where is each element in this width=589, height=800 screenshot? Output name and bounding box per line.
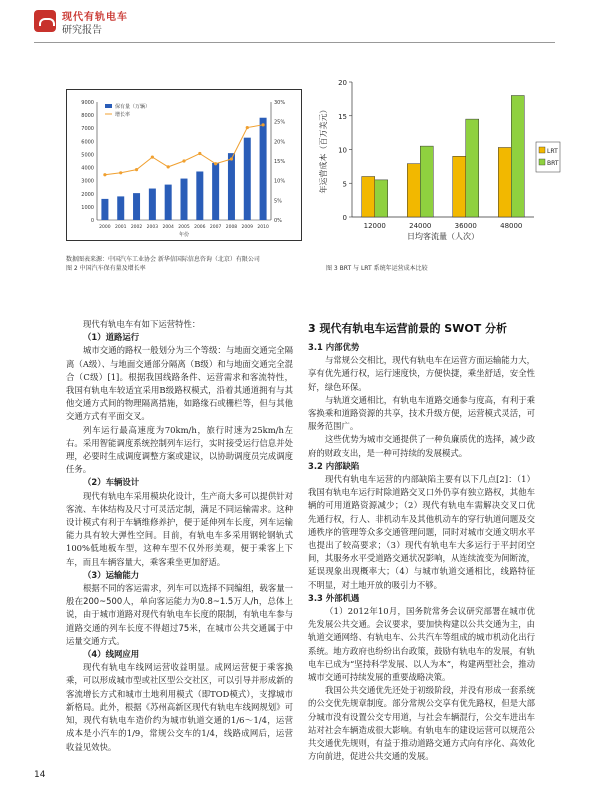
paragraph: 根据不同的客运需求，列车可以选择不同编组，载客量一般在200~500人，单向客运能力为0.8~1.5万人/h，总体上说，由于城市道路对现代有轨电车长度的限制，有轨电车参与道路交通的列车长度不得超过75米，在城市公共交通属于中运量交通方式。 [66,583,293,646]
x-tick-label: 2003 [146,225,159,230]
x-tick-label: 2007 [209,225,222,230]
subheading-weaknesses: 3.2 内部缺陷 [308,460,360,471]
left-column [66,318,293,754]
y-axis-label: 年运营成本（百万美元） [319,105,328,194]
x-tick-label: 24000 [409,222,432,230]
ownership-bar [181,179,188,220]
y-tick-label: 20 [338,79,347,87]
header-divider [34,42,555,43]
paragraph: 与常规公交相比，现代有轨电车在运营方面运输能力大，享有优先通行权，运行速度快，方便快捷，乘坐舒适，安全性好，绿色环保。 [308,355,535,392]
growth-rate-point [167,165,170,168]
page-number: 14 [34,770,46,780]
x-tick-label: 2009 [241,225,253,230]
legend-bar-swatch [105,104,112,108]
ownership-bar [196,171,203,220]
tram-logo-icon [34,10,56,32]
y-tick-label: 15 [338,112,347,121]
y-tick-label-right: 15% [274,159,286,165]
x-tick-label: 2004 [162,225,174,230]
brt-bar [375,180,388,217]
y-tick-label: 5 [342,180,347,189]
y-tick-label-left: 4000 [81,165,94,172]
x-axis-label: 日均客流量（人次） [407,232,479,241]
section-label: 研究报告 [62,25,102,36]
y-tick-label-right: 0% [274,218,282,224]
paragraph: （1）2012年10月，国务院常务会议研究部署在城市优先发展公共交通。会议要求，要加快构建以公共交通为主，由轨道交通网络、有轨电车、公共汽车等组成的城市机动化出行系统。地方政府也纷纷出台政策，鼓励有轨电车的发展，有轨电车已成为“坚持科学发展、以人为本”，构建两型社会，推动城市交通可持续发展的重要战略决策。 [308,606,535,683]
brt-bar [511,96,524,218]
paragraph: 我国公共交通优先还处于初级阶段，并没有形成一套系统的公交优先规章制度。部分常规公交享有优先路权，但是大部分城市没有设置公交专用道，与社会车辆混行，公交车进出车站对社会车辆造成很大影响。有轨电车的建设运营可以规范公共交通优先规则，有益于推动道路交通方式向有序化、高效化方向前进，促进公共交通的发展。 [308,685,535,762]
paragraph: 现代有轨电车线网运营收益明显。成网运营便于乘客换乘，可以形成城市型或社区型公交社区，可以引导并形成新的客流增长方式和城市土地利用模式（即TOD模式），支撑城市新格局。此外，根据《苏州高新区现代有轨电车线网规划》可知，现代有轨电车造价约为城市轨道交通的1/6～1/4，运营成本是小汽车的1/9，常规公交车的1/4，线路成网后，运营收益见效快。 [66,662,293,752]
ownership-bar [260,118,267,220]
y-tick-label-left: 2000 [81,191,94,198]
legend-swatch-brt [539,159,545,165]
ownership-bar [101,199,108,220]
x-axis-label: 年份 [178,232,190,238]
growth-rate-point [135,168,138,171]
ownership-bar [212,163,219,220]
growth-rate-point [198,152,201,155]
x-tick-label: 36000 [454,222,477,230]
legend-swatch-lrt [539,147,545,153]
figure2-caption: 图 2 中国汽车保有量及增长率 [66,265,146,272]
subheading-vehicle-design: （2）车辆设计 [83,477,140,488]
subheading-capacity: （3）运输能力 [83,569,140,580]
x-tick-label: 2005 [178,225,190,230]
figure2-source: 数据图表来源：中国汽车工业协会 新华信国际信息咨询（北京）有限公司 [66,256,260,263]
figure3-caption: 图 3 BRT 与 LRT 系统年运营成本比较 [326,265,428,272]
subheading-road-operation: （1）道路运行 [83,332,140,343]
x-tick-label: 2002 [130,225,143,230]
brt-lrt-cost-chart [312,72,562,257]
section-heading: 3 现代有轨电车运营前景的 SWOT 分析 [308,322,508,335]
ownership-bar [228,153,235,220]
growth-rate-point [261,123,264,126]
paragraph: 列车运行最高速度为70km/h，旅行时速为25km/h左右。采用智能调度系统控制列车运行，实时接受运行信息并处理，必要时生成调度调整方案或建议，以协助调度员完成调度任务。 [66,424,293,475]
ownership-bar [149,189,156,220]
right-column [308,341,535,764]
brt-bar [466,119,479,217]
x-tick-label: 12000 [363,222,386,230]
subheading-network: （4）线网应用 [83,649,140,660]
car-ownership-chart [67,90,301,240]
lrt-bar [362,177,375,218]
legend-box [536,142,560,172]
figure-car-ownership [66,89,302,241]
y-tick-label: 0 [342,214,347,222]
ownership-bar [165,185,172,220]
paragraph: 现代有轨电车运营的内部缺陷主要有以下几点[2]：（1）我国有轨电车运行时除道路交叉口外仍享有独立路权，其他车辆的可用道路资源减少；（2）现代有轨电车需解决交叉口优先通行权，行人、非机动车及其他机动车的穿行轨道问题及交通秩序的管理等众多交通管理问题，同时对城市交通文明水平也提出了较高要求；（3）现代有轨电车大多运行于平封闭空间，其服务水平受道路交通状况影响，从连续流变为间断流，延误现象出现概率大；（4）与城市轨道交通相比，线路特征不明显，对土地开放的吸引力不够。 [308,474,535,590]
y-tick-label-left: 9000 [81,100,94,106]
growth-rate-point [151,155,154,158]
ownership-bar [117,196,124,220]
ownership-bar [244,138,251,220]
paragraph: 这些优势为城市交通提供了一种负廉质优的选择，减少政府的财政支出，是一种可持续的发展模式。 [308,434,535,458]
growth-rate-line [105,125,263,175]
y-tick-label: 10 [338,146,347,155]
paragraph: 城市交通的路权一般划分为三个等级：与地面交通完全隔离（A级）、与地面交通部分隔离（B级）和与地面交通完全混合（C级）[1]。根据我国线路条件、运营需求和客流特性，我国有轨电车较适宜采用B级路权模式，沿着其通道拥有与其他交通方式间的物理隔离措施，如路缘石或栅栏等，但与其他交通方式有平面交叉。 [66,345,293,422]
paragraph: 现代有轨电车采用模块化设计，生产商大多可以提供针对客流、车体结构及尺寸可灵活定制，满足不同运输需求。这种设计模式有利于车辆维修养护，便于延伸列车长度，列车运输能力具有较大弹性空间。目前，有轨电车多采用钢轮钢轨式100%低地板车型，这种车型不仅外形美观，便于乘客上下车，而且车辆容量大，乘客乘坐更加舒适。 [66,490,293,567]
page-header [34,8,554,42]
lrt-bar [453,156,466,217]
growth-rate-point [230,157,233,160]
y-tick-label-left: 6000 [81,139,94,146]
y-tick-label-left: 3000 [81,178,94,185]
legend-bar-label: 保有量（万辆） [115,104,151,110]
x-tick-label: 2001 [115,225,127,230]
growth-rate-point [246,126,249,129]
intro-paragraph: 现代有轨电车有如下运营特性： [83,319,201,329]
x-tick-label: 2008 [225,225,238,230]
legend-label-lrt: LRT [547,148,558,155]
legend-line-label: 增长率 [115,112,131,118]
y-tick-label-right: 10% [274,178,286,185]
x-tick-label: 2000 [99,225,111,230]
y-tick-label-left: 7000 [81,126,94,133]
y-tick-label-left: 0 [90,218,94,224]
growth-rate-point [182,159,185,162]
y-tick-label-right: 25% [274,119,286,126]
subheading-strengths: 3.1 内部优势 [308,342,360,352]
legend-label-brt: BRT [547,160,559,167]
journal-brand: 现代有轨电车 [62,12,128,23]
lrt-bar [407,164,420,217]
growth-rate-point [214,162,217,165]
y-tick-label-right: 20% [274,139,286,146]
growth-rate-point [103,173,106,176]
x-tick-label: 48000 [500,222,523,230]
y-tick-label-left: 8000 [81,113,94,120]
x-tick-label: 2010 [257,225,269,230]
growth-rate-point [119,171,122,174]
ownership-bar [133,193,140,220]
paragraph: 与轨道交通相比，有轨电车道路交通参与度高，有利于乘客换乘和道路资源的共享，技术升级方便，运营模式灵活，可服务范围广。 [308,394,535,432]
brt-bar [420,146,433,217]
y-tick-label-right: 5% [274,198,282,205]
y-tick-label-left: 5000 [81,152,94,159]
x-tick-label: 2006 [194,225,206,230]
lrt-bar [498,147,511,217]
subheading-opportunities: 3.3 外部机遇 [308,592,360,603]
y-tick-label-right: 30% [274,100,286,106]
y-tick-label-left: 1000 [81,204,94,211]
